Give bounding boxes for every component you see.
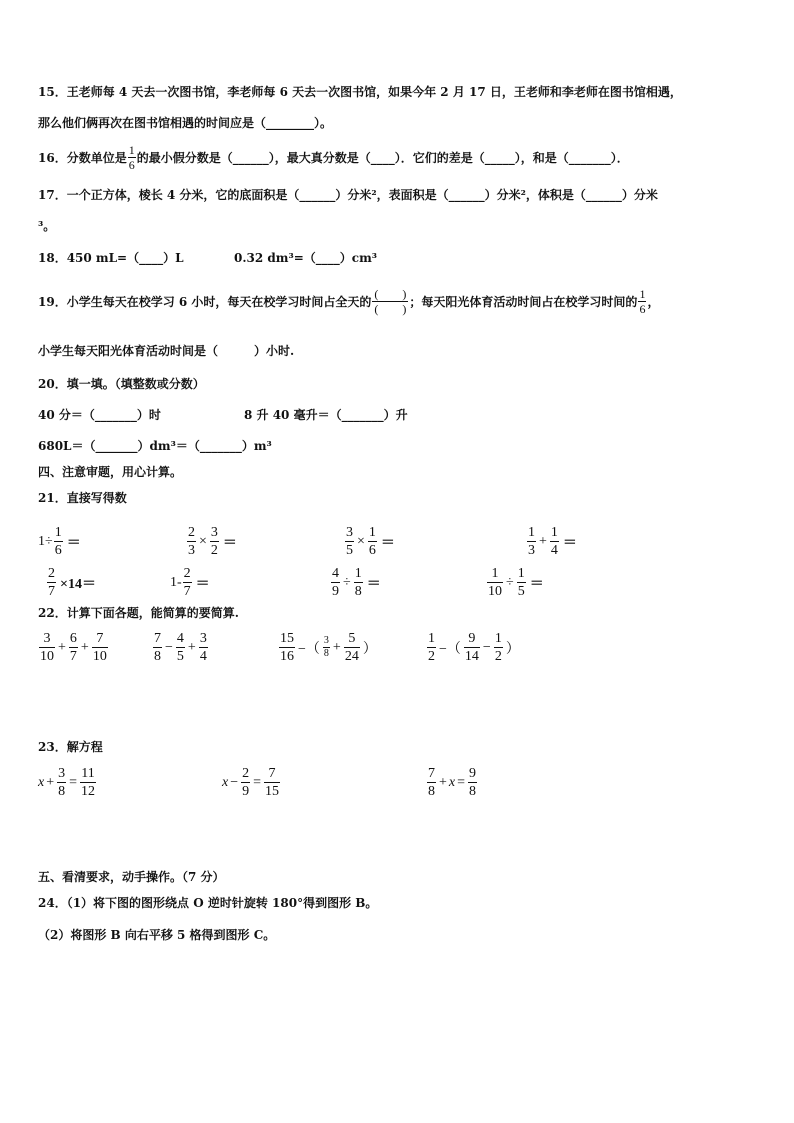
q21-operator: + [539, 533, 547, 549]
q21-operator: × [357, 533, 365, 549]
section5-heading: 五、看清要求，动手操作。（7 分） [38, 870, 225, 884]
q19-frac-num: 1 [639, 287, 646, 301]
q20-a: 40 分＝（_______）时 [38, 408, 161, 422]
q20-b: 8 升 40 毫升＝（_______）升 [244, 408, 408, 422]
q20-title: 20．填一填。（填整数或分数） [38, 377, 205, 391]
q18-part2: 0.32 dm³=（____）cm³ [234, 251, 378, 265]
q24-line1: 24．（1）将下图的图形绕点 O 逆时针旋转 180°得到图形 B。 [38, 896, 378, 910]
section4-heading: 四、注意审题，用心计算。 [38, 465, 183, 479]
q19-mid: ；每天阳光体育活动时间占在校学习时间的 [409, 294, 638, 309]
q23-eq-1: x + $\frac{3}{8}$ = $\frac{11}{12}$ [38, 766, 96, 799]
q21-operator: ÷ [506, 574, 514, 590]
q21-fraction: $\frac{1}{3}$ [528, 525, 535, 558]
q21-expr-6 [170, 565, 210, 600]
q21-expr-3 [344, 524, 395, 559]
q19-blank-fraction [372, 287, 408, 316]
q23-eq-2: x − $\frac{2}{9}$ = $\frac{7}{15}$ [222, 766, 280, 799]
q21-lead: 1÷ [38, 533, 53, 549]
q21-tail: ＝ [195, 576, 210, 592]
q21-operator: × [199, 533, 207, 549]
q19-pre: 19．小学生每天在校学习 6 小时，每天在校学习时间占全天的 [38, 294, 372, 309]
q21-expr-2 [186, 524, 237, 559]
q21-fraction: $\frac{3}{5}$ [346, 525, 353, 558]
q21-tail: ＝ [380, 535, 395, 551]
q23-eq-3: $\frac{7}{8}$ + x = $\frac{9}{8}$ [428, 766, 477, 799]
q15-line2: 那么他们俩再次在图书馆相遇的时间应是（________）。 [38, 116, 333, 130]
q21-fraction: $\frac{1}{8}$ [354, 566, 362, 599]
q21-expr-5 [46, 565, 96, 600]
q16-post: 的最小假分数是（______），最大真分数是（____）．它们的差是（_____），和是（_______）． [136, 150, 629, 165]
q19-fraction [638, 287, 646, 316]
q22-title: 22．计算下面各题，能简算的要简算. [38, 606, 239, 620]
q21-title: 21．直接写得数 [38, 491, 127, 505]
q16-frac-num: 1 [128, 143, 135, 157]
q22-expr-3: $\frac{15}{16}$ −（ $\frac{3}{8}$ + $\frac{5}{24}$ ） [280, 631, 377, 664]
q16-fraction [128, 143, 136, 172]
q21-expr-7 [330, 565, 381, 600]
q20-c: 680L＝（_______）dm³＝（_______）m³ [38, 439, 272, 453]
q19-frac-den: 6 [639, 302, 646, 316]
q22-expr-4: $\frac{1}{2}$ −（ $\frac{9}{14}$ − $\frac{1}{2}$ ） [428, 631, 520, 664]
q21-fraction: $\frac{4}{9}$ [332, 566, 339, 599]
q21-fraction: $\frac{3}{2}$ [210, 525, 218, 558]
q21-tail: ＝ [66, 535, 81, 551]
q22-expr-1: $\frac{3}{10}$ + $\frac{6}{7}$ + $\frac{7}{10}$ [40, 631, 107, 664]
q21-tail: ＝ [562, 535, 577, 551]
q19-blank-num: ( ) [374, 287, 407, 301]
q21-fraction: $\frac{1}{6}$ [368, 525, 376, 558]
q17-line1: 17．一个正方体，棱长 4 分米，它的底面积是（______）分米²，表面积是（______）分米²，体积是（______）分米 [38, 188, 658, 202]
q21-fraction: $\frac{1}{10}$ [488, 566, 502, 599]
q21-fraction: $\frac{1}{4}$ [550, 525, 558, 558]
q21-expr-8 [486, 565, 544, 600]
q21-tail: ＝ [529, 576, 544, 592]
q21-fraction: $\frac{2}{7}$ [183, 566, 191, 599]
q16-pre: 16．分数单位是 [38, 150, 127, 165]
q23-title: 23．解方程 [38, 740, 103, 754]
q21-tail: ＝ [366, 576, 381, 592]
q21-fraction: $\frac{2}{7}$ [48, 566, 55, 599]
q21-tail: ×14＝ [60, 576, 96, 592]
q22-expr-2: $\frac{7}{8}$ − $\frac{4}{5}$ + $\frac{3}{4}$ [154, 631, 207, 664]
q21-tail: ＝ [222, 535, 237, 551]
q15-line1: 15．王老师每 4 天去一次图书馆，李老师每 6 天去一次图书馆，如果今年 2 月 17 日，王老师和李老师在图书馆相遇， [38, 85, 682, 99]
q19-line2: 小学生每天阳光体育活动时间是（ ）小时. [38, 344, 295, 358]
q21-expr-1 [38, 524, 81, 559]
q24-line2: （2）将图形 B 向右平移 5 格得到图形 C。 [38, 928, 276, 942]
q21-lead: 1- [170, 574, 182, 590]
q21-operator: ÷ [343, 574, 351, 590]
q21-fraction: $\frac{2}{3}$ [188, 525, 195, 558]
q19-post: ， [647, 294, 660, 309]
q16 [38, 143, 629, 172]
q19-blank-den: ( ) [374, 302, 407, 316]
q19 [38, 287, 659, 316]
q17-line2: ³。 [38, 219, 56, 233]
q16-frac-den: 6 [128, 158, 135, 172]
q21-fraction: $\frac{1}{5}$ [517, 566, 525, 599]
q18-part1: 18．450 mL=（____）L [38, 251, 184, 265]
q21-fraction: $\frac{1}{6}$ [54, 525, 62, 558]
q21-expr-4 [526, 524, 577, 559]
